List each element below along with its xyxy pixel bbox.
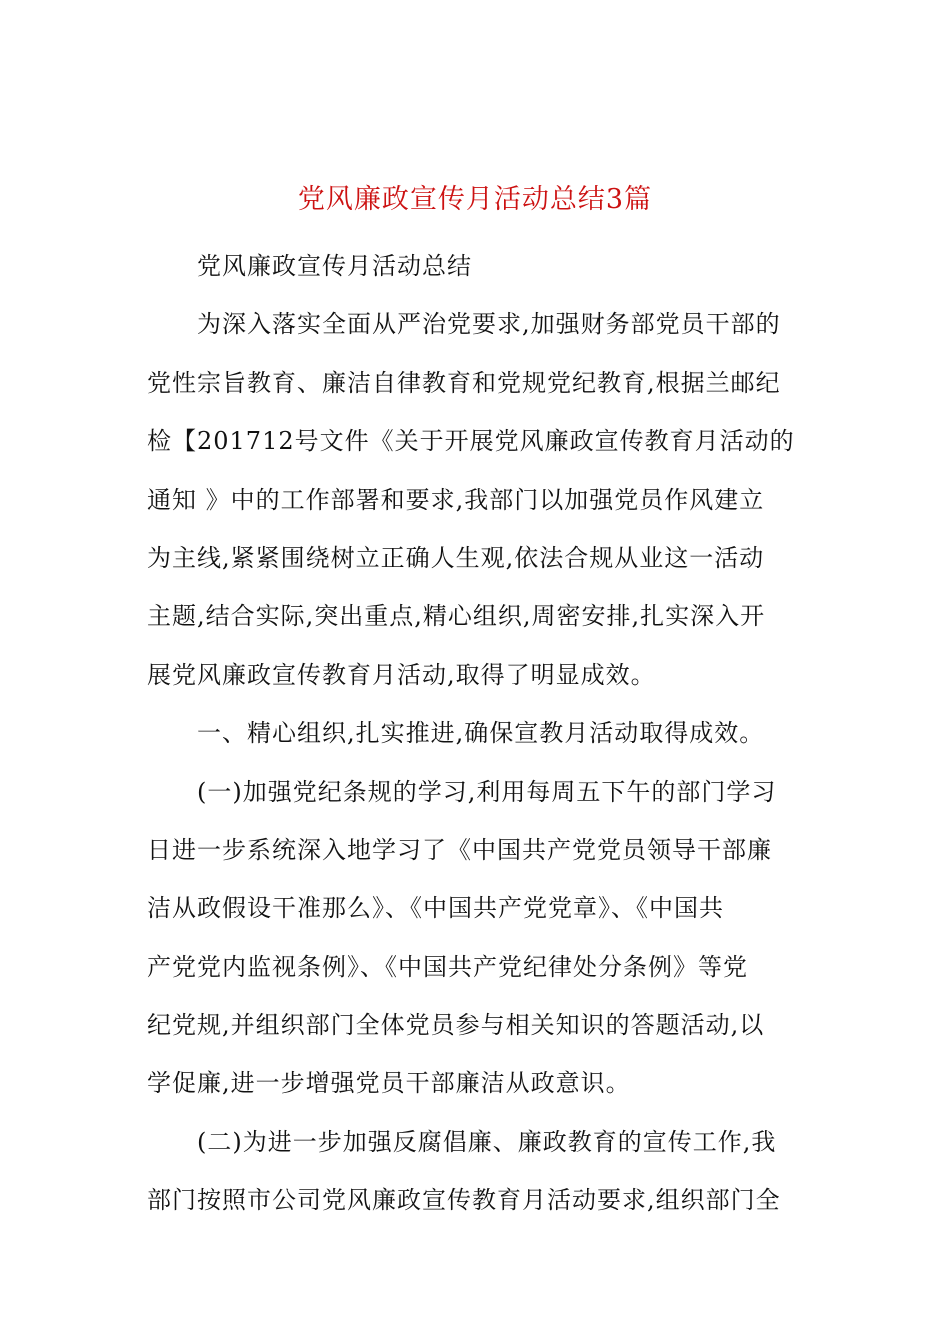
paragraph-line: 为主线,紧紧围绕树立正确人生观,依法合规从业这一活动: [147, 543, 765, 572]
paragraph-line: 日进一步系统深入地学习了《中国共产党党员领导干部廉: [147, 835, 772, 864]
paragraph-line: 通知 》中的工作部署和要求,我部门以加强党员作风建立: [147, 485, 765, 514]
paragraph-line: 党性宗旨教育、廉洁自律教育和党规党纪教育,根据兰邮纪: [147, 368, 781, 397]
paragraph-line: 为深入落实全面从严治党要求,加强财务部党员干部的: [197, 310, 781, 339]
paragraph-line: (二)为进一步加强反腐倡廉、廉政教育的宣传工作,我: [197, 1127, 777, 1156]
paragraph-line: 主题,结合实际,突出重点,精心组织,周密安排,扎实深入开: [147, 602, 766, 631]
document-title: 党风廉政宣传月活动总结3篇: [297, 184, 653, 215]
paragraph-line: 纪党规,并组织部门全体党员参与相关知识的答题活动,以: [147, 1011, 765, 1040]
paragraph-line: 展党风廉政宣传教育月活动,取得了明显成效。: [147, 660, 656, 689]
paragraph-line: 部门按照市公司党风廉政宣传教育月活动要求,组织部门全: [147, 1186, 781, 1215]
paragraph-line: 产党党内监视条例》、《中国共产党纪律处分条例》等党: [147, 952, 748, 981]
paragraph-line: 检【201712号文件《关于开展党风廉政宣传教育月活动的: [147, 427, 795, 456]
paragraph-line: (一)加强党纪条规的学习,利用每周五下午的部门学习: [197, 777, 777, 806]
paragraph-line: 学促廉,进一步增强党员干部廉洁从政意识。: [147, 1069, 631, 1098]
subtitle-line: 党风廉政宣传月活动总结: [197, 252, 472, 280]
paragraph-line: 洁从政假设干准那么》、《中国共产党党章》、《中国共: [147, 894, 724, 923]
document-body: [147, 237, 807, 1230]
section-heading: 一、精心组织,扎实推进,确保宣教月活动取得成效。: [197, 719, 765, 748]
